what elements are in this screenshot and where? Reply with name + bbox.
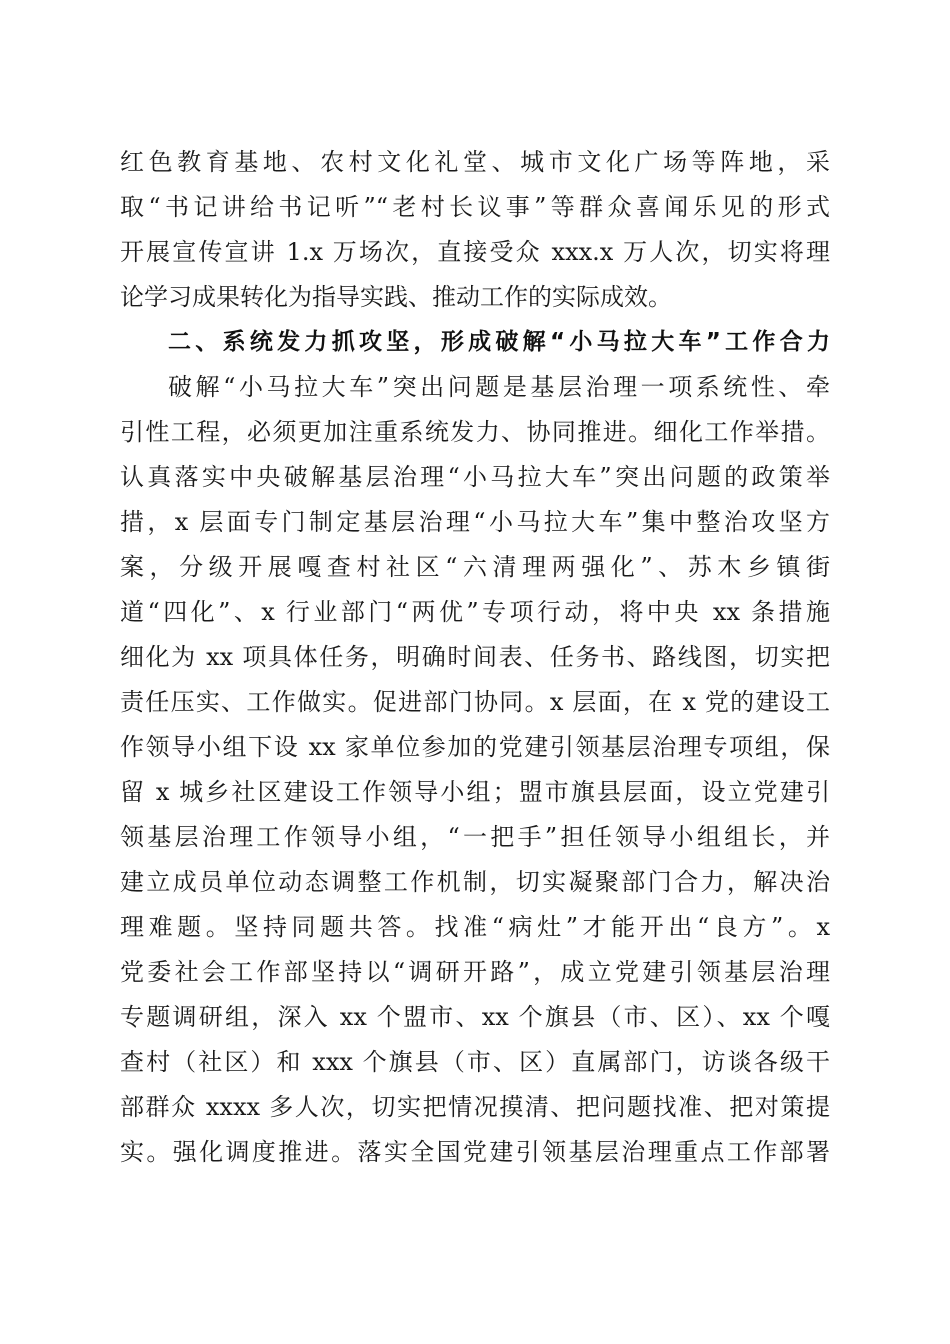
paragraph-2-line-10: 留 x 城乡社区建设工作领导小组；盟市旗县层面，设立党建引 xyxy=(120,778,830,806)
paragraph-2-line-1: 破解“小马拉大车”突出问题是基层治理一项系统性、牵 xyxy=(168,373,830,401)
paragraph-2-line-14: 党委社会工作部坚持以“调研开路”，成立党建引领基层治理 xyxy=(120,958,830,986)
paragraph-2-line-15: 专题调研组，深入 xx 个盟市、xx 个旗县（市、区）、xx 个嘎 xyxy=(120,1003,830,1031)
paragraph-2-line-16: 查村（社区）和 xxx 个旗县（市、区）直属部门，访谈各级干 xyxy=(120,1048,830,1076)
paragraph-2-line-17: 部群众 xxxx 多人次，切实把情况摸清、把问题找准、把对策提 xyxy=(120,1093,830,1121)
paragraph-2-line-9: 作领导小组下设 xx 家单位参加的党建引领基层治理专项组，保 xyxy=(120,733,830,761)
paragraph-1-line-4: 论学习成果转化为指导实践、推动工作的实际成效。 xyxy=(120,283,672,311)
paragraph-1-line-1: 红色教育基地、农村文化礼堂、城市文化广场等阵地，采 xyxy=(120,148,830,176)
paragraph-2-line-7: 细化为 xx 项具体任务，明确时间表、任务书、路线图，切实把 xyxy=(120,643,830,671)
paragraph-2-line-5: 案，分级开展嘎查村社区“六清理两强化”、苏木乡镇街 xyxy=(120,553,830,581)
paragraph-2-line-2: 引性工程，必须更加注重系统发力、协同推进。细化工作举措。 xyxy=(120,418,830,446)
paragraph-2-line-3: 认真落实中央破解基层治理“小马拉大车”突出问题的政策举 xyxy=(120,463,830,491)
paragraph-2-line-4: 措，x 层面专门制定基层治理“小马拉大车”集中整治攻坚方 xyxy=(120,508,830,536)
section-heading: 二、系统发力抓攻坚，形成破解“小马拉大车”工作合力 xyxy=(168,329,830,355)
paragraph-1-line-3: 开展宣传宣讲 1.x 万场次，直接受众 xxx.x 万人次，切实将理 xyxy=(120,238,830,266)
paragraph-2-line-13: 理难题。坚持同题共答。找准“病灶”才能开出“良方”。x xyxy=(120,913,830,941)
paragraph-2-line-6: 道“四化”、x 行业部门“两优”专项行动，将中央 xx 条措施 xyxy=(120,598,830,626)
paragraph-1-line-2: 取“书记讲给书记听”“老村长议事”等群众喜闻乐见的形式 xyxy=(120,193,830,221)
paragraph-2-line-18: 实。强化调度推进。落实全国党建引领基层治理重点工作部署 xyxy=(120,1138,830,1166)
paragraph-2-line-8: 责任压实、工作做实。促进部门协同。x 层面，在 x 党的建设工 xyxy=(120,688,830,716)
paragraph-2-line-12: 建立成员单位动态调整工作机制，切实凝聚部门合力，解决治 xyxy=(120,868,830,896)
paragraph-2-line-11: 领基层治理工作领导小组，“一把手”担任领导小组组长，并 xyxy=(120,823,830,851)
